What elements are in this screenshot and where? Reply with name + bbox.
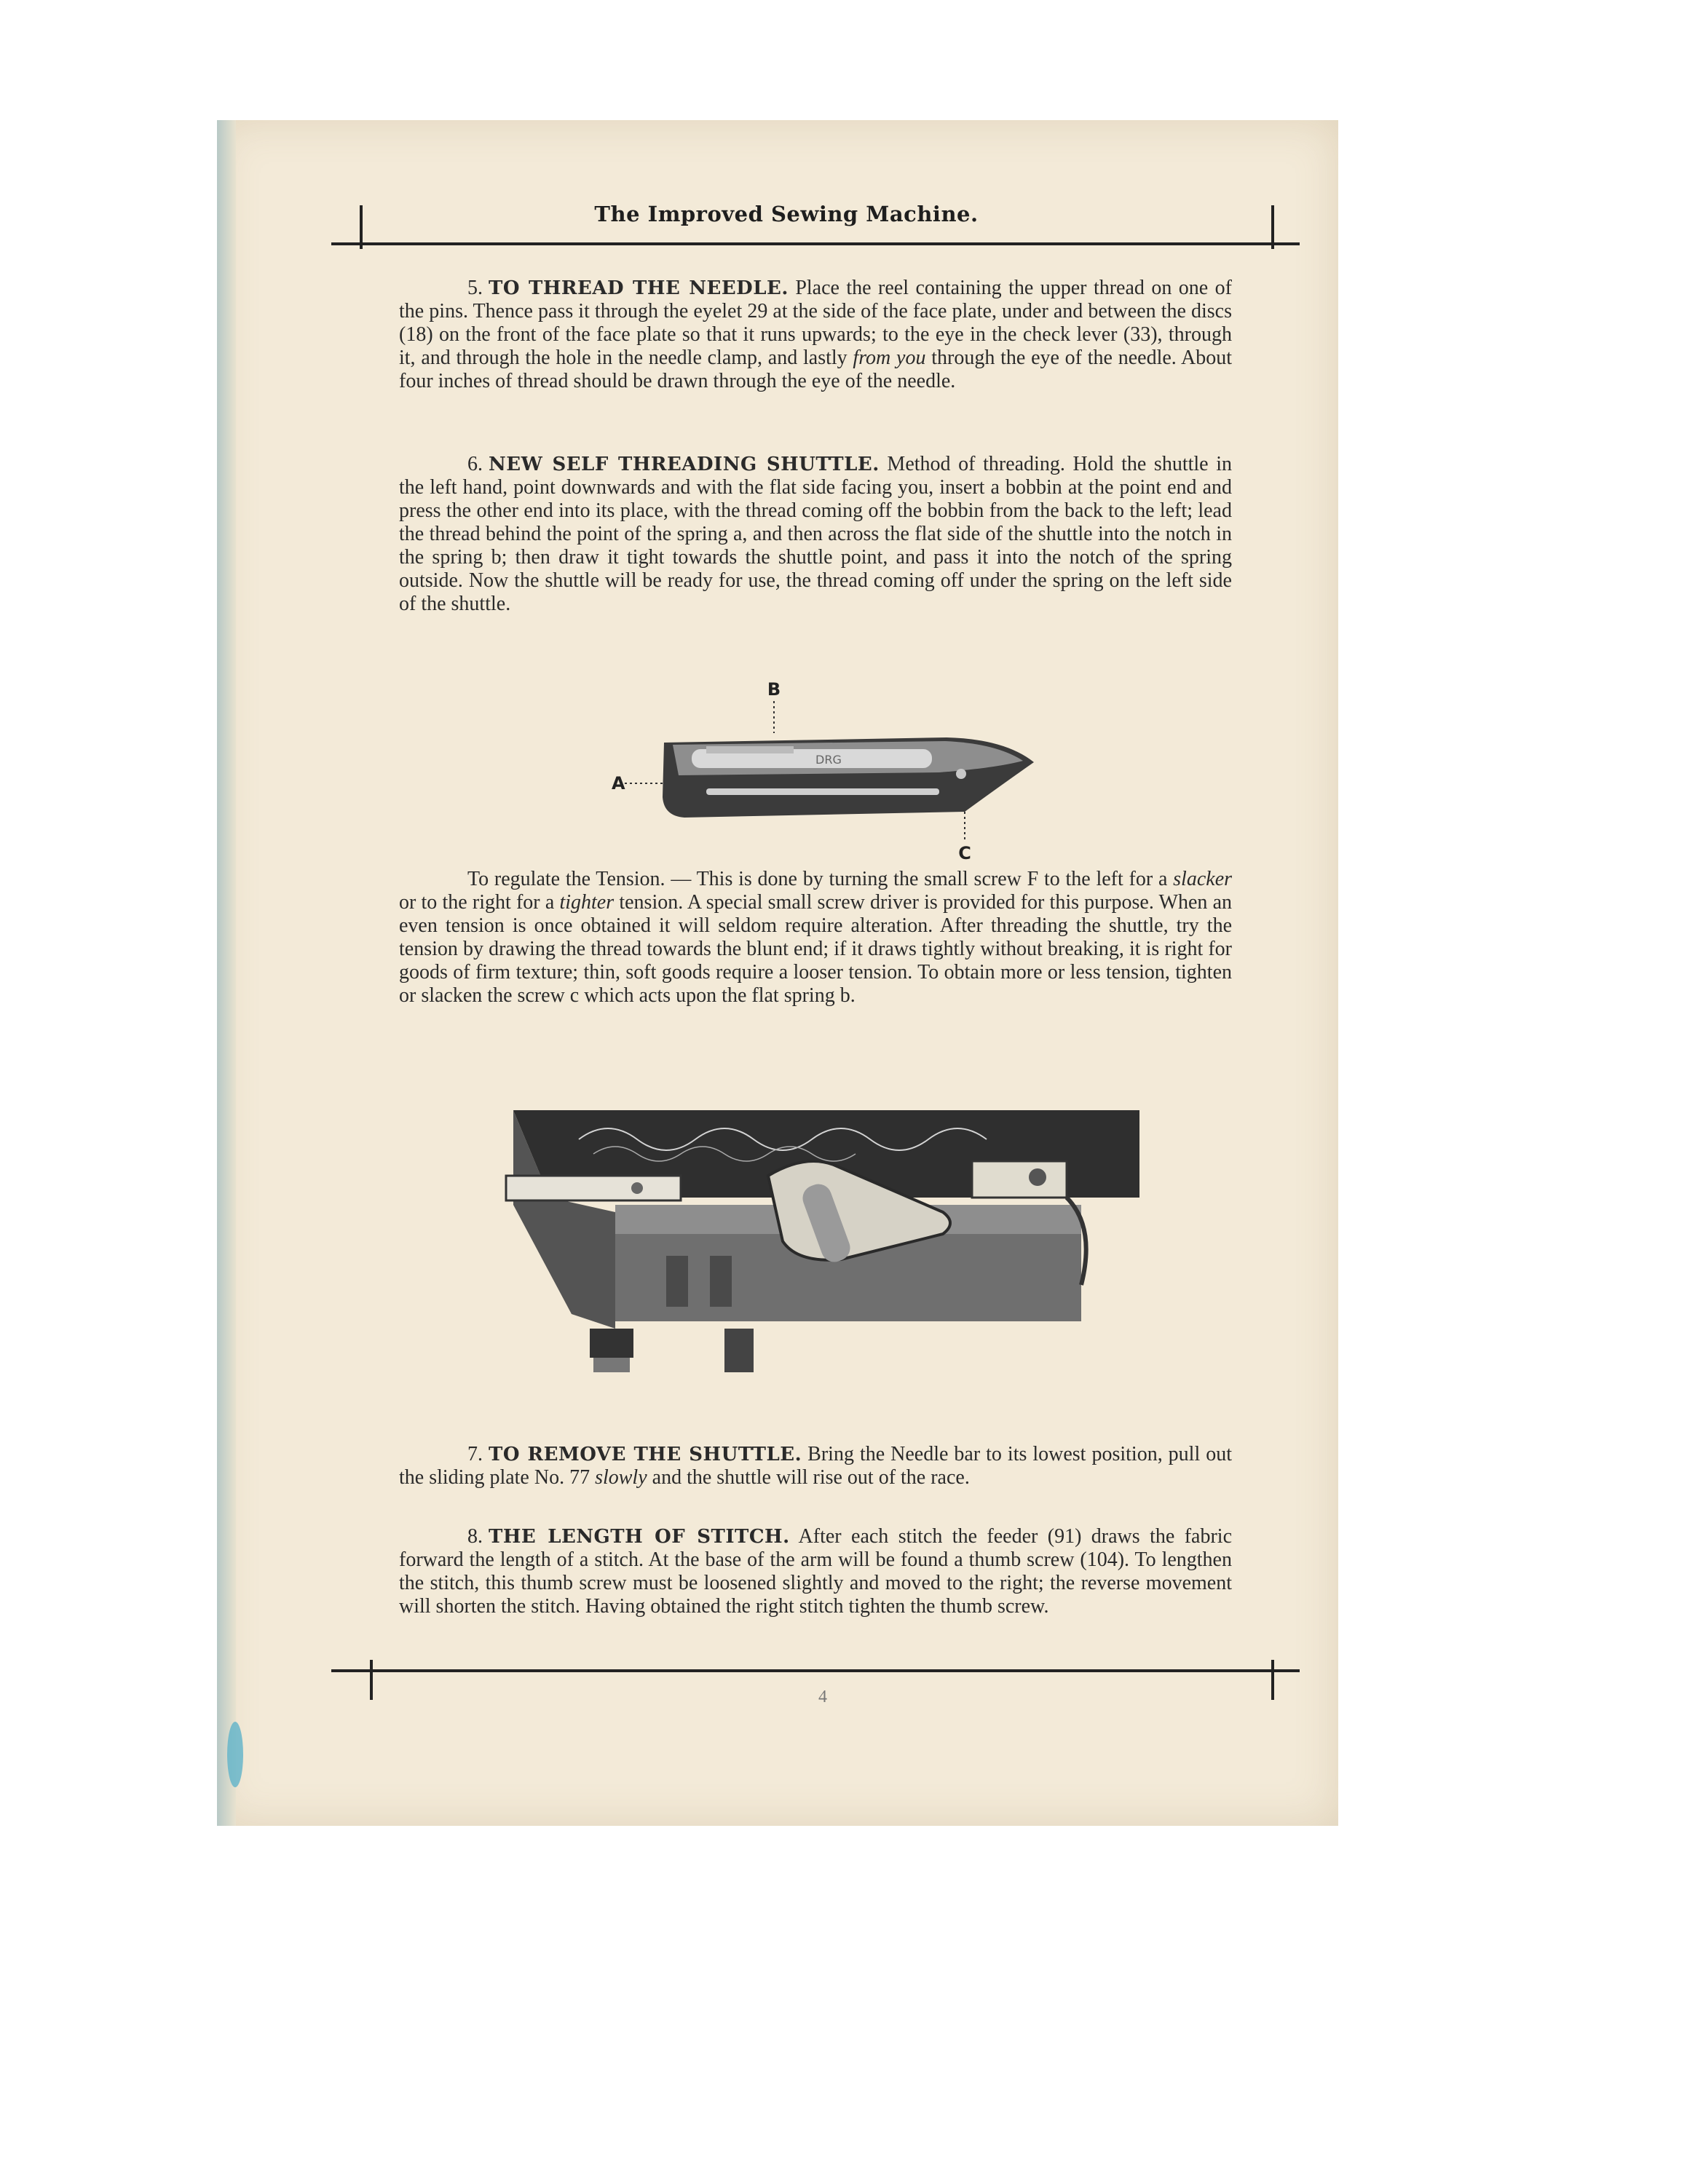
section-6-paragraph [399,453,1232,616]
tension-text-1: To regulate the Tension. — This is done by turning the small screw F to the left for a [467,868,1168,890]
section-5-body-1: Place the reel containing the upper thread on one of the pins. Thence pass it through the eyelet 29 at the side of the face plate, under and between the discs (18) on the front of the face plate so that it runs upwards; to the eye in the check lever (33), through it, and through the hole in the needle clamp, and lastly [399,277,1232,369]
header-rule [331,242,1300,245]
tension-paragraph [399,868,1232,1008]
page-header-title: The Improved Sewing Machine. [594,202,979,226]
footer-rule [331,1669,1300,1672]
shuttle-screw [956,769,966,779]
section-6-heading: NEW SELF THREADING SHUTTLE. [489,454,880,475]
section-5-number: 5. [467,277,483,299]
section-6-number: 6. [467,453,483,475]
figure-label-c: C [958,843,971,863]
footer-left-rule [370,1660,373,1700]
plate-screw [631,1182,643,1194]
shuttle-slot [706,788,939,795]
shuttle-figure [597,673,1048,863]
section-8-number: 8. [467,1525,483,1548]
section-5-heading: TO THREAD THE NEEDLE. [489,277,789,299]
section-7-emphasis: slowly [595,1466,647,1489]
bracket-screw [1029,1168,1046,1186]
lower-post [724,1329,754,1372]
page-tear [227,1722,243,1787]
section-5-paragraph [399,277,1232,393]
footer-right-rule [1271,1660,1274,1700]
section-5-emphasis: from you [853,347,926,369]
right-bracket [972,1161,1067,1198]
spring [706,746,794,753]
race-post-1 [666,1256,688,1307]
tension-text-2: or to the right for a [399,891,555,914]
race-post-2 [710,1256,732,1307]
section-7-number: 7. [467,1443,483,1465]
section-8-paragraph [399,1525,1232,1618]
sliding-plate [506,1176,681,1200]
tension-emphasis-tighter: tighter [559,891,615,914]
section-6-body: Method of threading. Hold the shuttle in the left hand, point downwards and with the flat side facing you, insert a bobbin at the point end and press the other end into its place, with the thread coming off the bobbin from the back to the left; lead the thread behind the point of the spring a, and then across the flat side of the shuttle into the notch in the spring b; then draw it tight towards the shuttle point, and pass it into the notch of the spring outside. Now the shuttle will be ready for use, the thread coming off under the spring on the left side of the shuttle. [399,453,1232,615]
section-7-body-1: Bring the Needle bar to its lowest position, pull out the sliding plate No. 77 [399,1443,1233,1489]
section-5-body-2: through the eye of the needle. About four inches of thread should be drawn through the eye of the needle. [399,347,1233,392]
section-7-paragraph [399,1443,1232,1489]
tension-emphasis-slacker: slacker [1173,868,1233,890]
section-8-heading: THE LENGTH OF STITCH. [489,1526,790,1548]
thumb-screw-cap [593,1358,630,1372]
section-8-body: After each stitch the feeder (91) draws the fabric forward the length of a stitch. At the base of the arm will be found a thumb screw (104). To lengthen the stitch, this thumb screw must be loosened slightly and moved to the right; the reverse movement will shorten the stitch. Having obtained the right stitch tighten the thumb screw. [399,1525,1232,1618]
section-7-heading: TO REMOVE THE SHUTTLE. [489,1444,802,1465]
page-spine [217,120,236,1826]
shuttle-engraving: DRG [815,753,842,767]
tension-text-3: tension. A special small screw driver is provided for this purpose. When an even tension is once obtained it will seldom require alteration. After threading the shuttle, try the tension by drawing the thread towards the blunt end; if it draws tightly without breaking, it is right for goods of firm texture; thin, soft goods require a looser tension. To obtain more or less tension, tighten or slacken the screw c which acts upon the flat spring b. [399,891,1233,1007]
shuttle-race-figure [491,1096,1139,1416]
thumb-screw-post [590,1329,633,1358]
page-number: 4 [818,1688,827,1706]
figure-label-b: B [767,679,781,700]
figure-label-a: A [612,773,625,794]
section-7-body-2: and the shuttle will rise out of the race. [652,1466,970,1489]
